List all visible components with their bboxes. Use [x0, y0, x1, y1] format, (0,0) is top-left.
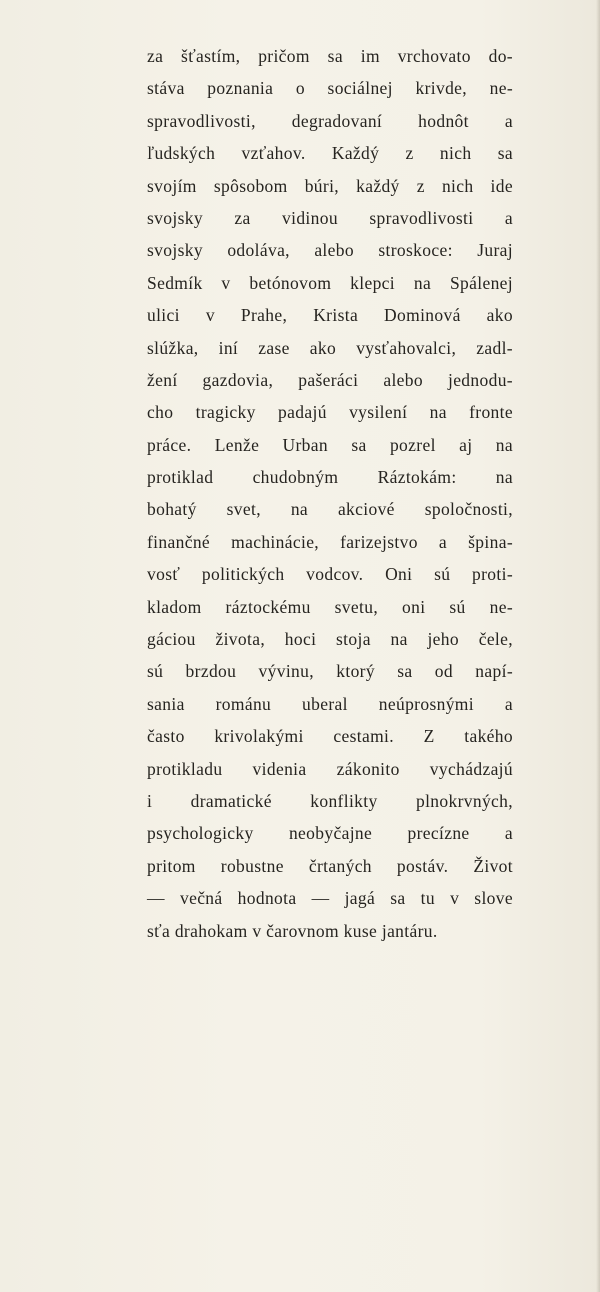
text-line: svojsky odoláva, alebo stroskoce: Juraj: [147, 240, 513, 261]
text-line: stáva poznania o sociálnej krivde, ne-: [147, 78, 513, 99]
text-line: — večná hodnota — jagá sa tu v slove: [147, 888, 513, 909]
text-line: ľudských vzťahov. Každý z nich sa: [147, 143, 513, 164]
text-line: psychologicky neobyčajne precízne a: [147, 823, 513, 844]
text-line: i dramatické konflikty plnokrvných,: [147, 790, 513, 811]
text-line: pritom robustne črtaných postáv. Život: [147, 855, 513, 876]
text-line: spravodlivosti, degradovaní hodnôt a: [147, 110, 513, 131]
text-line: práce. Lenže Urban sa pozrel aj na: [147, 434, 513, 455]
text-line: Sedmík v betónovom klepci na Spálenej: [147, 272, 513, 293]
text-line: gáciou života, hoci stoja na jeho čele,: [147, 629, 513, 650]
text-line: protikladu videnia zákonito vychádzajú: [147, 758, 513, 779]
page-edge-shadow: [596, 0, 600, 1292]
text-line: sania románu uberal neúprosnými a: [147, 693, 513, 714]
text-line: cho tragicky padajú vysilení na fronte: [147, 402, 513, 423]
text-line: často krivolakými cestami. Z takého: [147, 726, 513, 747]
text-line: protiklad chudobným Ráztokám: na: [147, 467, 513, 488]
text-body: [147, 40, 513, 947]
text-line: svojsky za vidinou spravodlivosti a: [147, 207, 513, 228]
text-line: bohatý svet, na akciové spoločnosti,: [147, 499, 513, 520]
text-line: vosť politických vodcov. Oni sú proti-: [147, 564, 513, 585]
text-line: finančné machinácie, farizejstvo a špina-: [147, 531, 513, 552]
text-line: kladom ráztockému svetu, oni sú ne-: [147, 596, 513, 617]
text-line: žení gazdovia, pašeráci alebo jednodu-: [147, 369, 513, 390]
text-line: sťa drahokam v čarovnom kuse jantáru.: [147, 920, 438, 941]
text-line: za šťastím, pričom sa im vrchovato do-: [147, 46, 513, 66]
text-line: slúžka, iní zase ako vysťahovalci, zadl-: [147, 337, 513, 358]
text-line: svojím spôsobom búri, každý z nich ide: [147, 175, 513, 196]
text-line: ulici v Prahe, Krista Dominová ako: [147, 305, 513, 326]
text-line: sú brzdou vývinu, ktorý sa od napí-: [147, 661, 513, 682]
